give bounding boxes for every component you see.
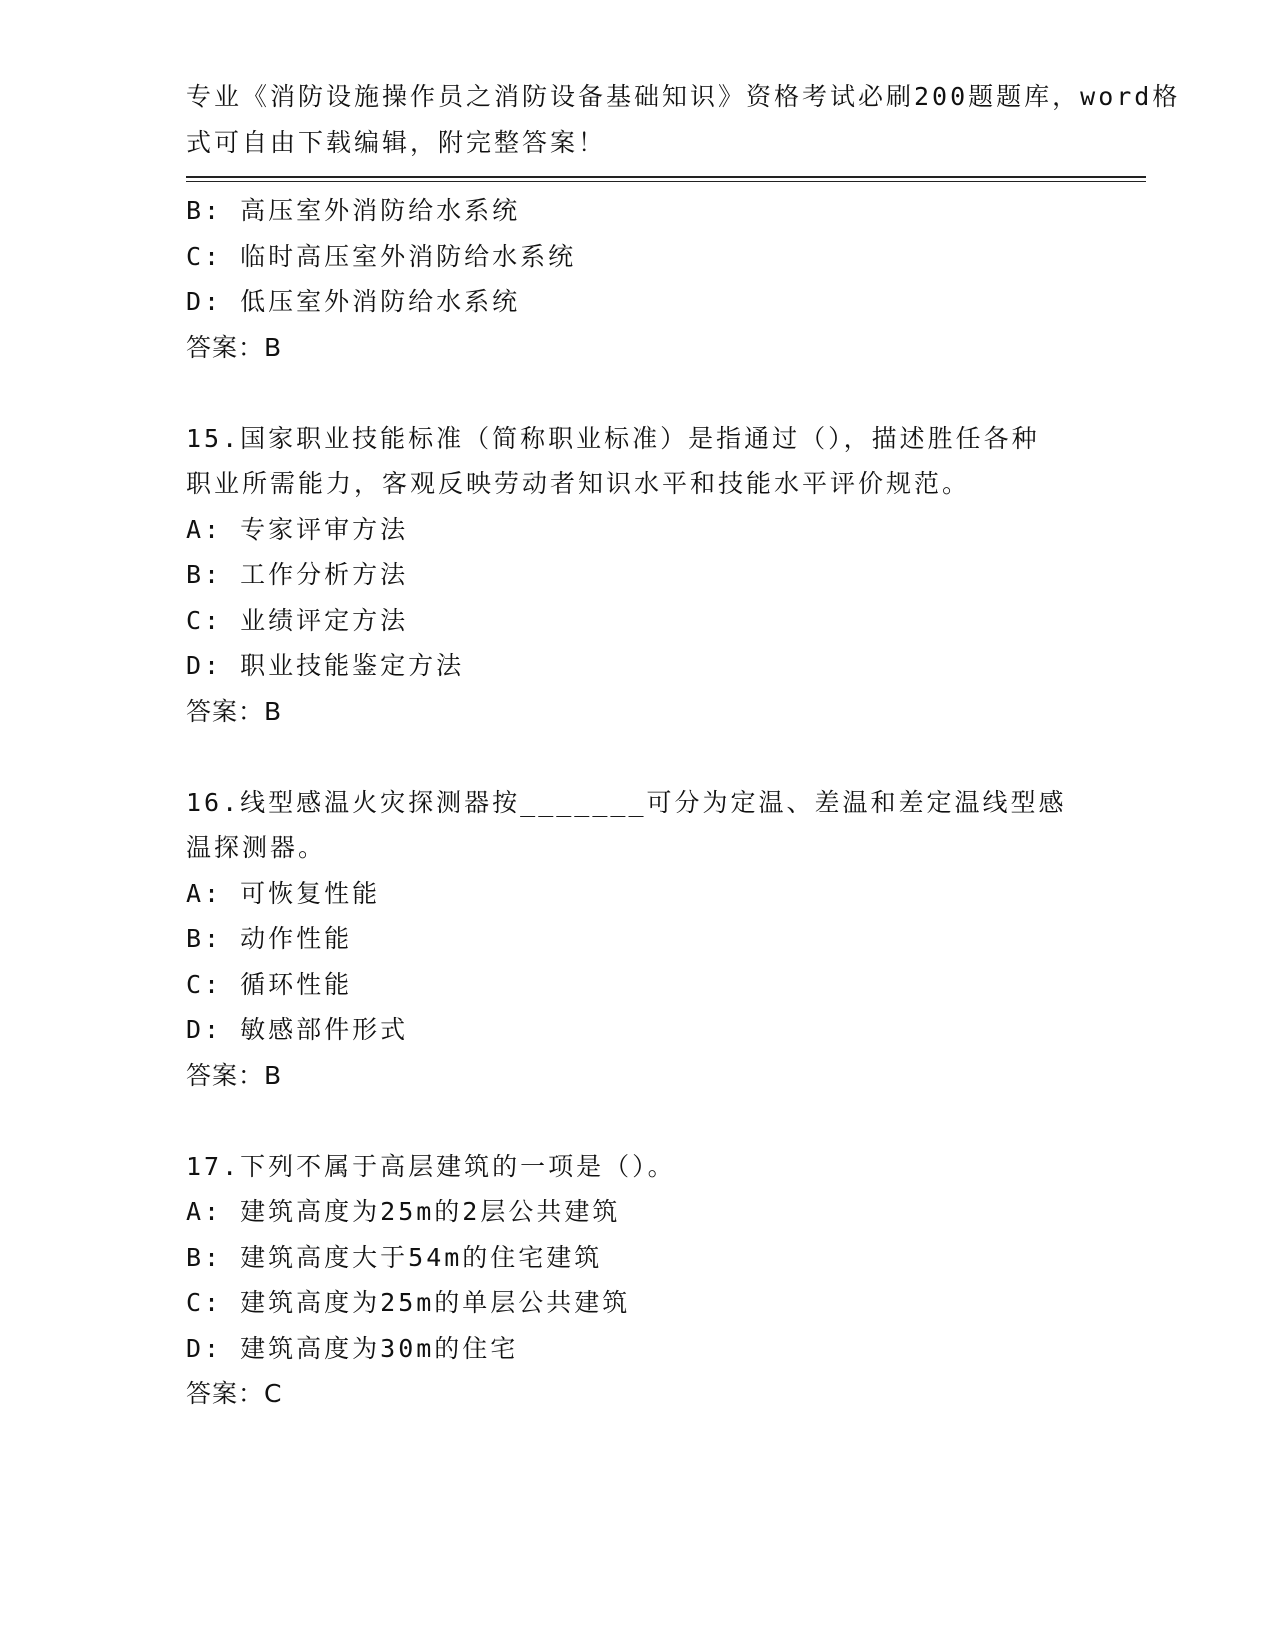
option-c: C: 循环性能 — [186, 969, 353, 999]
option-b: B: 工作分析方法 — [186, 560, 409, 589]
answer: 答案：C — [186, 1379, 283, 1408]
option-a: A: 可恢复性能 — [186, 878, 381, 908]
option-c: C: 临时高压室外消防给水系统 — [186, 241, 577, 271]
question-stem: 17.下列不属于高层建筑的一项是（）。 — [186, 1151, 676, 1181]
question-stem: 温探测器。 — [186, 833, 327, 862]
option-d: D: 低压室外消防给水系统 — [186, 287, 521, 316]
header-line-1: 专业《消防设施操作员之消防设备基础知识》资格考试必刷200题题库，word格 — [186, 82, 1181, 111]
spacer — [186, 734, 1086, 780]
header-line-2: 式可自由下载编辑，附完整答案！ — [186, 127, 607, 157]
page-header — [186, 74, 1181, 165]
question-stem: 16.线型感温火灾探测器按_______可分为定温、差温和差定温线型感 — [186, 787, 1067, 817]
header-divider-thick — [186, 176, 1146, 178]
answer: 答案：B — [186, 332, 283, 362]
question-14-continued — [186, 188, 1086, 370]
question-stem: 职业所需能力，客观反映劳动者知识水平和技能水平评价规范。 — [186, 469, 971, 498]
option-d: D: 职业技能鉴定方法 — [186, 651, 465, 680]
option-c: C: 业绩评定方法 — [186, 605, 409, 635]
question-17 — [186, 1144, 1086, 1417]
option-d: D: 敏感部件形式 — [186, 1015, 409, 1044]
answer: 答案：B — [186, 1060, 283, 1090]
option-b: B: 动作性能 — [186, 924, 353, 953]
question-16 — [186, 780, 1086, 1099]
header-divider-thin — [186, 181, 1146, 182]
spacer — [186, 1098, 1086, 1144]
option-a: A: 专家评审方法 — [186, 514, 409, 544]
option-b: B: 建筑高度大于54m的住宅建筑 — [186, 1242, 603, 1272]
question-list — [186, 188, 1086, 1417]
option-d: D: 建筑高度为30m的住宅 — [186, 1333, 519, 1363]
option-a: A: 建筑高度为25m的2层公共建筑 — [186, 1197, 621, 1226]
answer: 答案：B — [186, 696, 283, 726]
option-c: C: 建筑高度为25m的单层公共建筑 — [186, 1288, 631, 1317]
spacer — [186, 370, 1086, 416]
question-15 — [186, 416, 1086, 735]
question-stem: 15.国家职业技能标准（简称职业标准）是指通过（），描述胜任各种 — [186, 423, 1040, 453]
option-b: B: 高压室外消防给水系统 — [186, 196, 521, 225]
